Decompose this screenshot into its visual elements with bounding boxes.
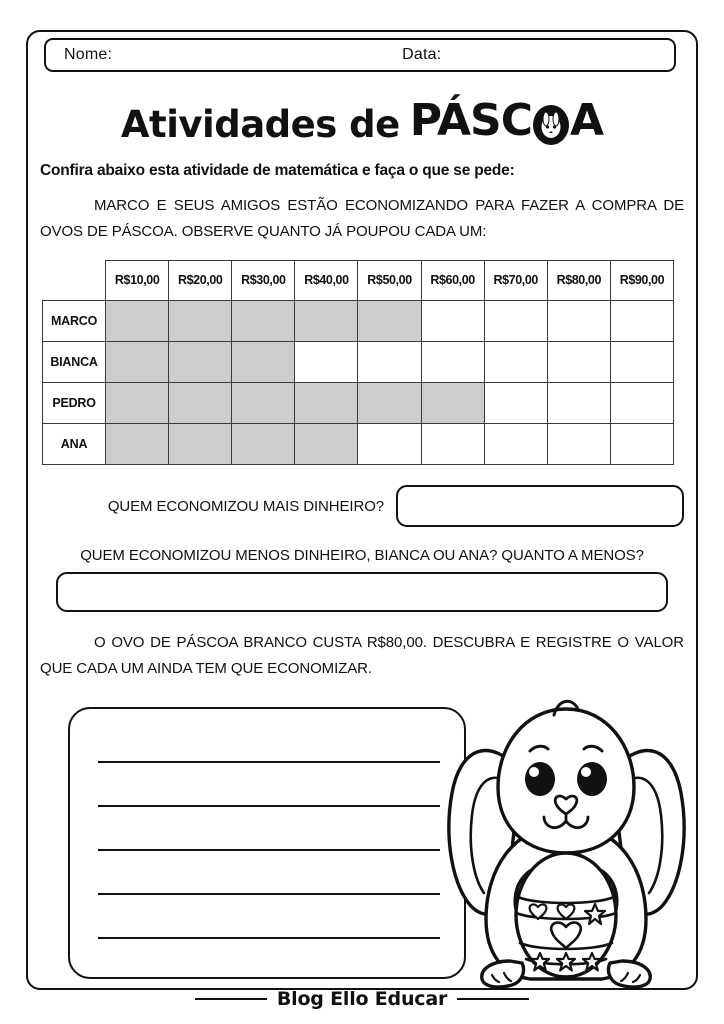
footer-rule-left <box>195 998 267 1000</box>
cell-marco-20[interactable] <box>169 301 232 342</box>
page-title <box>40 94 684 146</box>
question-1-answer-box[interactable] <box>396 485 684 527</box>
cell-marco-90[interactable] <box>610 301 673 342</box>
cell-marco-50[interactable] <box>358 301 421 342</box>
name-field-label: Nome: <box>64 46 113 63</box>
cell-ana-20[interactable] <box>169 424 232 465</box>
cell-pedro-40[interactable] <box>295 383 358 424</box>
cell-marco-70[interactable] <box>484 301 547 342</box>
cell-marco-30[interactable] <box>232 301 295 342</box>
column-header-70: R$70,00 <box>484 260 547 301</box>
cell-marco-60[interactable] <box>421 301 484 342</box>
table-row <box>43 342 674 383</box>
writing-line <box>98 937 440 939</box>
table-corner-cell <box>43 260 106 301</box>
column-header-60: R$60,00 <box>421 260 484 301</box>
title-pascoa <box>410 95 603 146</box>
row-label-pedro: PEDRO <box>43 383 106 424</box>
date-field-label: Data: <box>402 46 442 63</box>
cell-ana-70[interactable] <box>484 424 547 465</box>
cell-ana-90[interactable] <box>610 424 673 465</box>
row-label-ana: ANA <box>43 424 106 465</box>
footer <box>0 988 724 1010</box>
cell-pedro-30[interactable] <box>232 383 295 424</box>
column-header-20: R$20,00 <box>169 260 232 301</box>
instruction-text: Confira abaixo esta atividade de matemática e faça o que se pede: <box>40 162 515 179</box>
cell-bianca-30[interactable] <box>232 342 295 383</box>
writing-line <box>98 761 440 763</box>
title-pascoa-post: A <box>570 95 604 146</box>
question-1-row <box>40 485 684 527</box>
savings-table <box>42 260 674 466</box>
cell-bianca-20[interactable] <box>169 342 232 383</box>
title-part-one: Atividades de <box>120 103 400 146</box>
bunny-face-icon <box>532 102 570 146</box>
cell-ana-10[interactable] <box>106 424 169 465</box>
cell-bianca-40[interactable] <box>295 342 358 383</box>
easter-bunny-with-egg-icon <box>426 675 706 993</box>
cell-ana-50[interactable] <box>358 424 421 465</box>
cell-marco-80[interactable] <box>547 301 610 342</box>
writing-line <box>98 805 440 807</box>
final-task-paragraph: O OVO DE PÁSCOA BRANCO CUSTA R$80,00. DESCUBRA E REGISTRE O VALOR QUE CADA UM AINDA TEM QUE ECONOMIZAR. <box>40 634 684 678</box>
name-date-bar[interactable] <box>44 38 676 72</box>
question-1-text: QUEM ECONOMIZOU MAIS DINHEIRO? <box>107 497 384 515</box>
cell-marco-10[interactable] <box>106 301 169 342</box>
cell-ana-80[interactable] <box>547 424 610 465</box>
cell-ana-40[interactable] <box>295 424 358 465</box>
footer-brand: Blog Ello Educar <box>276 988 448 1010</box>
column-header-90: R$90,00 <box>610 260 673 301</box>
question-2-answer-box[interactable] <box>56 572 668 612</box>
row-label-bianca: BIANCA <box>43 342 106 383</box>
table-row <box>43 301 674 342</box>
cell-bianca-90[interactable] <box>610 342 673 383</box>
cell-pedro-70[interactable] <box>484 383 547 424</box>
question-2-row <box>40 547 684 612</box>
question-2-text: QUEM ECONOMIZOU MENOS DINHEIRO, BIANCA OU ANA? QUANTO A MENOS? <box>80 547 644 564</box>
column-header-40: R$40,00 <box>295 260 358 301</box>
cell-pedro-90[interactable] <box>610 383 673 424</box>
cell-pedro-60[interactable] <box>421 383 484 424</box>
cell-ana-30[interactable] <box>232 424 295 465</box>
cell-bianca-80[interactable] <box>547 342 610 383</box>
row-label-marco: MARCO <box>43 301 106 342</box>
cell-bianca-60[interactable] <box>421 342 484 383</box>
cell-bianca-70[interactable] <box>484 342 547 383</box>
writing-line <box>98 893 440 895</box>
column-header-30: R$30,00 <box>232 260 295 301</box>
cell-pedro-80[interactable] <box>547 383 610 424</box>
writing-line <box>98 849 440 851</box>
intro-paragraph: MARCO E SEUS AMIGOS ESTÃO ECONOMIZANDO PARA FAZER A COMPRA DE OVOS DE PÁSCOA. OBSERVE QUANTO JÁ POUPOU CADA UM: <box>40 197 684 241</box>
cell-bianca-50[interactable] <box>358 342 421 383</box>
title-pascoa-pre: PÁSC <box>409 95 532 146</box>
table-row <box>43 424 674 465</box>
cell-bianca-10[interactable] <box>106 342 169 383</box>
table-row <box>43 383 674 424</box>
table-header-row <box>43 260 674 301</box>
column-header-50: R$50,00 <box>358 260 421 301</box>
cell-pedro-20[interactable] <box>169 383 232 424</box>
cell-pedro-10[interactable] <box>106 383 169 424</box>
column-header-10: R$10,00 <box>106 260 169 301</box>
savings-table-wrap <box>40 260 684 466</box>
final-answer-area <box>40 699 684 999</box>
cell-marco-40[interactable] <box>295 301 358 342</box>
cell-pedro-50[interactable] <box>358 383 421 424</box>
final-answer-box[interactable] <box>68 707 466 979</box>
footer-rule-right <box>457 998 529 1000</box>
worksheet-content <box>40 38 684 999</box>
cell-ana-60[interactable] <box>421 424 484 465</box>
column-header-80: R$80,00 <box>547 260 610 301</box>
